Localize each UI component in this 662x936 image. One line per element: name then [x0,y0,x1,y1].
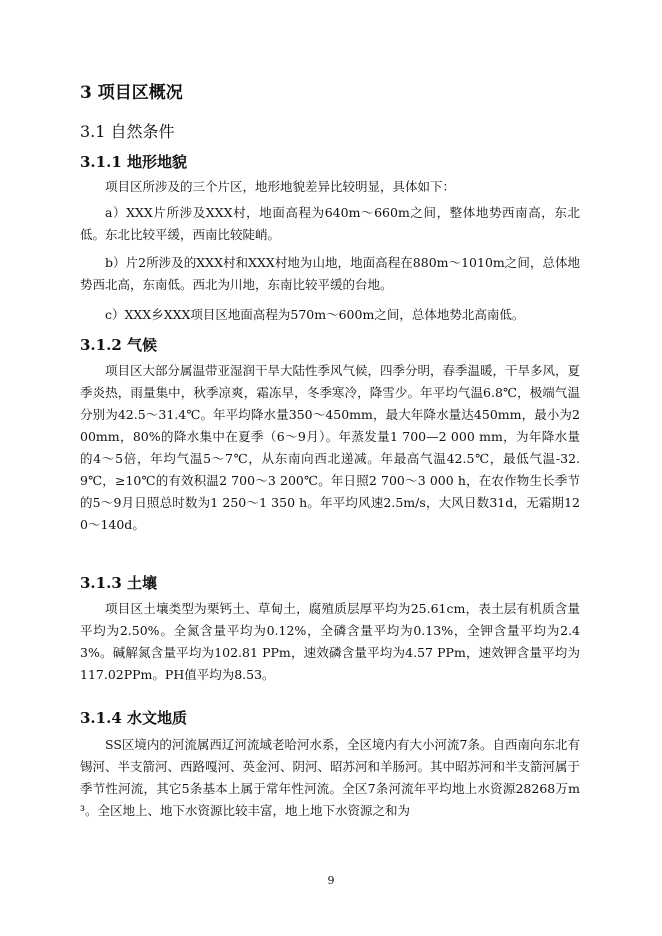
paragraph-terrain-intro: 项目区所涉及的三个片区，地形地貌差异比较明显，具体如下： [105,179,456,194]
paragraph-terrain-a: a）XXX片所涉及XXX村，地面高程为640m～660m之间，整体地势西南高，东北低。东北比较平缓，西南比较陡峭。 [80,205,580,242]
paragraph-hydrogeology: SS区境内的河流属西辽河流域老哈河水系，全区境内有大小河流7条。自西南向东北有锡河、半支箭河、西路嘎河、英金河、阴河、昭苏河和羊肠河。其中昭苏河和半支箭河属于季节性河流，其它5条基本上属于常年性河流。全区7条河流年平均地上水资源28268万m³。全区地上、地下水资源比较丰富，地上地下水资源之和为 [80,737,581,818]
heading-terrain: 3.1.1 地形地貌 [80,153,187,171]
page-number: 9 [327,874,335,887]
subsection-title: 3.1 自然条件 [80,122,175,141]
paragraph-climate: 项目区大部分属温带亚湿润干旱大陆性季风气候，四季分明，春季温暖，干旱多风，夏季炎热，雨量集中，秋季凉爽，霜冻早，冬季寒冷，降雪少。年平均气温6.8℃，极端气温分别为42.5～31.4℃。年平均降水量350～450mm，最大年降水量达450mm，最小为200mm，80%的降水集中在夏季（6～9月）。年蒸发量1 700—2 000 mm，为年降水量的4～5倍，年均气温5～7℃，从东南向西北递减。年最高气温42.5℃，最低气温-32.9℃，≥10℃的有效积温2 700～3 200℃。年日照2 700～3 000 h，在农作物生长季节的5～9月日照总时数为1 250～1 350 h。年平均风速2.5m/s，大风日数31d，无霜期120～140d。 [80,363,581,532]
paragraph-soil: 项目区土壤类型为栗钙土、草甸土，腐殖质层厚平均为25.61cm，表土层有机质含量平均为2.50%。全氮含量平均为0.12%，全磷含量平均为0.13%，全钾含量平均为2.43%。碱解氮含量平均为102.81 PPm，速效磷含量平均为4.57 PPm，速效钾含量平均为117.02PPm。PH值平均为8.53。 [80,601,580,682]
heading-soil: 3.1.3 土壤 [80,574,157,592]
heading-hydrogeology: 3.1.4 水文地质 [80,709,187,727]
paragraph-terrain-b: b）片2所涉及的XXX村和XXX村地为山地，地面高程在880m～1010m之间，总体地势西北高，东南低。西北为川地，东南比较平缓的台地。 [80,255,580,292]
section-title: 3 项目区概况 [80,83,183,103]
paragraph-terrain-c: c）XXX乡XXX项目区地面高程为570m～600m之间，总体地势北高南低。 [105,307,525,322]
heading-climate: 3.1.2 气候 [80,336,157,354]
